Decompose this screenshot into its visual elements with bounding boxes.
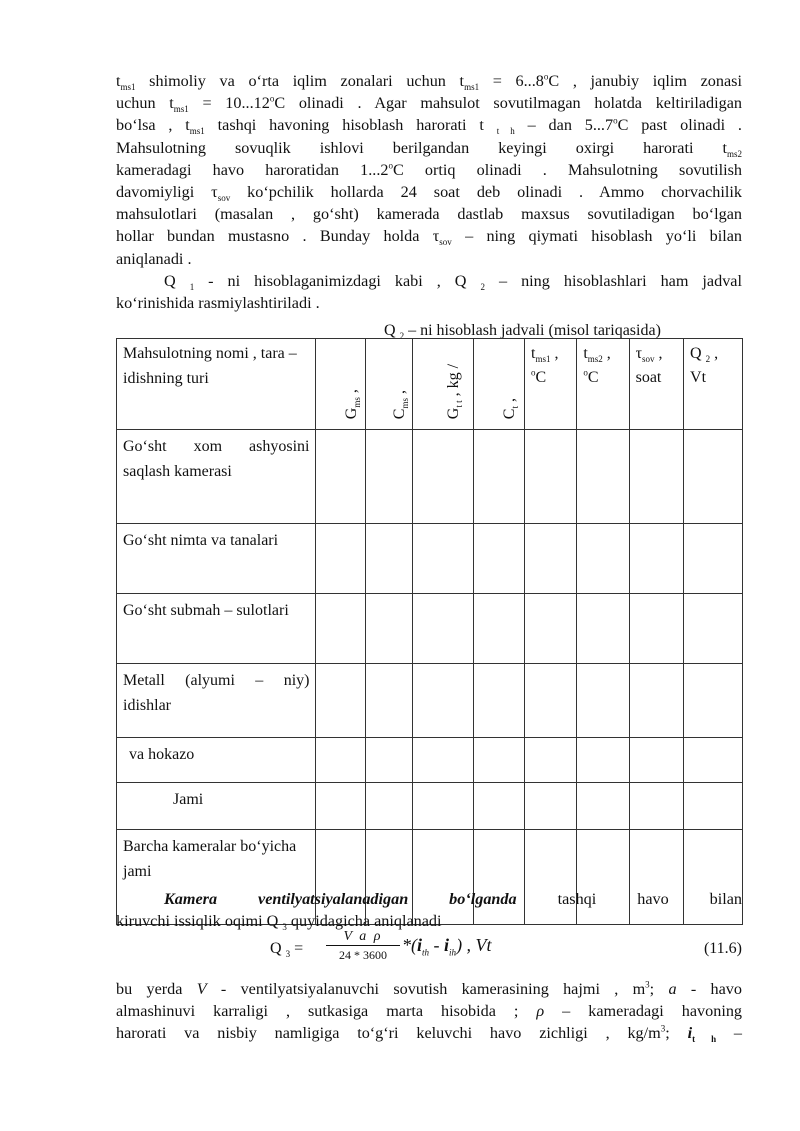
row-label: Go‘sht xom ashyosini saqlash kamerasi bbox=[117, 430, 316, 524]
table-cell bbox=[473, 664, 524, 738]
table-cell bbox=[473, 738, 524, 783]
header-ct-label: $C_t$ , bbox=[500, 397, 521, 419]
table-cell bbox=[577, 783, 629, 830]
table-cell bbox=[413, 738, 474, 783]
text-line: $t_{ms1}$ shimoliy va o‘rta iqlim zonalari uchun $t_{ms1} = 6...8^oC$ , janubiy iqlim zonasi bbox=[116, 71, 742, 93]
text-line: kameradagi havo haroratidan 1...2$^o$C ortiq olinadi . Mahsulotning sovutilish bbox=[116, 160, 743, 179]
table-cell bbox=[577, 664, 629, 738]
table-row bbox=[117, 430, 743, 524]
text-line: bu yerda V - ventilyatsiyalanuvchi sovutish kamerasining hajmi , $m^3$; a - havo bbox=[116, 979, 742, 998]
table-caption: Q $_2$ – ni hisoblash jadvali (misol tariqasida) bbox=[384, 322, 661, 342]
table-cell bbox=[473, 524, 524, 594]
text-line: ko‘rinishida rasmiylashtiriladi . bbox=[116, 294, 320, 313]
table-row bbox=[117, 738, 743, 783]
q2-calculation-table bbox=[116, 338, 743, 925]
table-cell bbox=[577, 524, 629, 594]
paragraph-3 bbox=[116, 888, 742, 932]
table-cell bbox=[577, 594, 629, 664]
table-cell bbox=[316, 594, 365, 664]
row-label: Jami bbox=[117, 783, 316, 830]
table-cell bbox=[316, 430, 365, 524]
formula-denominator: 24 * 3600 bbox=[339, 948, 387, 962]
header-gtt bbox=[413, 339, 474, 430]
row-label: va hokazo bbox=[117, 738, 316, 783]
table-cell bbox=[365, 594, 412, 664]
table-cell bbox=[413, 524, 474, 594]
text-line: almashinuvi karraligi , sutkasiga marta hisobida ; ρ – kameradagi havoning bbox=[116, 1002, 743, 1021]
text-line: aniqlanadi . bbox=[116, 249, 192, 268]
table-cell bbox=[684, 430, 743, 524]
paragraph-2 bbox=[116, 270, 742, 314]
table-cell bbox=[413, 594, 474, 664]
row-label: Metall (alyumi – niy) idishlar bbox=[117, 664, 316, 738]
table-cell bbox=[629, 664, 683, 738]
text-line: hollar bundan mustasno . Bunday holda $\tau_{sov}$ – ning qiymati hisoblash yo‘li bilan bbox=[116, 227, 742, 248]
header-ct bbox=[473, 339, 524, 430]
table-cell bbox=[525, 738, 577, 783]
bold-italic-lead: Kamera ventilyatsiyalanadigan bo‘lganda bbox=[164, 890, 517, 908]
table-row bbox=[117, 783, 743, 830]
table-cell bbox=[629, 594, 683, 664]
paragraph-1 bbox=[116, 70, 742, 270]
table-row bbox=[117, 664, 743, 738]
text-line: bo‘lsa , $t_{ms1}$ tashqi havoning hisoblash harorati t $_{t h}$ – dan 5...7$^o$C past olinadi . bbox=[116, 116, 742, 137]
formula-rhs: $*(i_{th} - i_{ih})$ , Vt bbox=[402, 935, 492, 958]
text-line: davomiyligi $\tau_{sov}$ ko‘pchilik hollarda 24 soat deb olinadi . Ammo chorvachilik bbox=[116, 183, 742, 204]
text-line: Mahsulotning sovuqlik ishlovi berilgandan keyingi oxirgi harorati $t_{ms2}$ bbox=[116, 138, 742, 159]
table-cell bbox=[473, 430, 524, 524]
formula-fraction bbox=[326, 928, 400, 964]
text-line: harorati va nisbiy namligiga to‘g‘ri keluvchi havo zichligi , $kg/m^3$; $i_{t h}$ – bbox=[116, 1024, 743, 1045]
header-tsov: $\tau_{sov}$ , soat bbox=[629, 339, 683, 430]
row-label: Go‘sht submah – sulotlari bbox=[117, 594, 316, 664]
table-row bbox=[117, 524, 743, 594]
table-cell bbox=[525, 430, 577, 524]
row-label: Barcha kameralar bo‘yicha jami bbox=[117, 830, 316, 925]
table-cell bbox=[365, 783, 412, 830]
table-cell bbox=[629, 524, 683, 594]
formula-lhs: Q $_3$ = bbox=[270, 940, 304, 960]
header-cms bbox=[365, 339, 412, 430]
table-cell bbox=[684, 664, 743, 738]
table-cell bbox=[473, 594, 524, 664]
table-cell bbox=[684, 524, 743, 594]
text-line: uchun $t_{ms1} = 10...12^oC$ olinadi . Agar mahsulot sovutilmagan holatda keltiriladigan bbox=[116, 93, 742, 115]
header-gms bbox=[316, 339, 365, 430]
table-cell bbox=[413, 664, 474, 738]
table-cell bbox=[629, 738, 683, 783]
table-row bbox=[117, 594, 743, 664]
table-cell bbox=[684, 594, 743, 664]
table-cell bbox=[577, 430, 629, 524]
table-cell bbox=[413, 783, 474, 830]
text-line: mahsulotlari (masalan , go‘sht) kamerada dastlab maxsus sovutiladigan bo‘lgan bbox=[116, 205, 742, 224]
paragraph-3-line-2: kiruvchi issiqlik oqimi Q $_3$ quyidagicha aniqlanadi bbox=[116, 912, 442, 933]
header-q2: Q $_2$ , Vt bbox=[684, 339, 743, 430]
table-cell bbox=[316, 524, 365, 594]
table-cell bbox=[684, 738, 743, 783]
header-tms2: $t_{ms2}$ , $^o$C bbox=[577, 339, 629, 430]
table-cell bbox=[684, 783, 743, 830]
text-line: Q $_1$ - ni hisoblaganimizdagi kabi , Q $_2$ – ning hisoblashlari ham jadval bbox=[164, 271, 742, 293]
row-label: Go‘sht nimta va tanalari bbox=[117, 524, 316, 594]
table-cell bbox=[413, 430, 474, 524]
table-cell bbox=[365, 664, 412, 738]
header-gtt-label: $G_{t t}$ , kg / bbox=[444, 363, 465, 419]
table-cell bbox=[577, 738, 629, 783]
table-cell bbox=[316, 738, 365, 783]
paragraph-3-rest: tashqi havo bilan bbox=[557, 890, 743, 908]
table-cell bbox=[525, 524, 577, 594]
formula-11-6 bbox=[116, 929, 742, 968]
table-cell bbox=[473, 783, 524, 830]
table-cell bbox=[365, 430, 412, 524]
header-product-name: Mahsulotning nomi , tara – idishning turi bbox=[117, 339, 316, 430]
table-cell bbox=[629, 783, 683, 830]
paragraph-4 bbox=[116, 978, 742, 1045]
document-page bbox=[116, 70, 743, 1045]
table-cell bbox=[629, 430, 683, 524]
table-cell bbox=[525, 664, 577, 738]
header-tms1: $t_{ms1}$ , $^o$C bbox=[525, 339, 577, 430]
formula-numerator: V a ρ bbox=[326, 928, 400, 946]
table-cell bbox=[365, 738, 412, 783]
table-cell bbox=[525, 783, 577, 830]
header-cms-label: $C_{ms}$ , bbox=[390, 389, 411, 419]
table-cell bbox=[365, 524, 412, 594]
table-header-row bbox=[117, 339, 743, 430]
equation-number: (11.6) bbox=[703, 940, 742, 957]
header-gms-label: $G_{ms}$ , bbox=[342, 388, 362, 419]
table-cell bbox=[316, 664, 365, 738]
table-cell bbox=[316, 783, 365, 830]
table-cell bbox=[525, 594, 577, 664]
